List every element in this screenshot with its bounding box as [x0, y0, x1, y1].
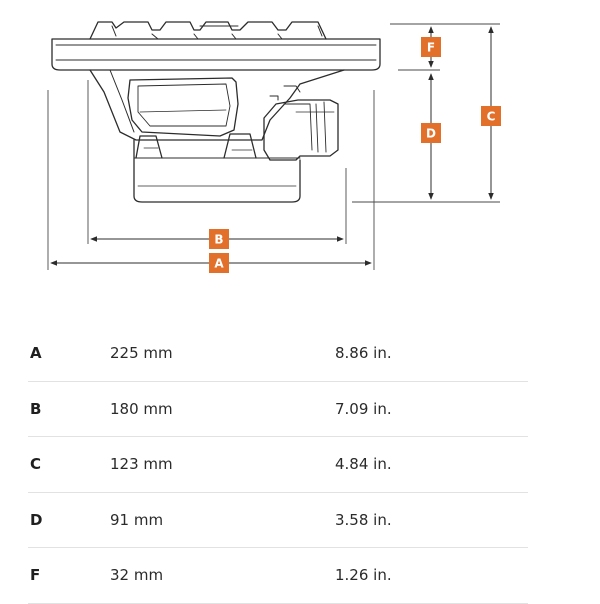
label-b: B [214, 232, 224, 247]
label-badge-d [421, 123, 441, 143]
label-badge-b [209, 229, 229, 249]
spec-row-f [28, 548, 528, 604]
speaker-basket [90, 70, 344, 140]
grille-tabs [90, 22, 326, 39]
terminal-block [264, 100, 338, 160]
label-a: A [214, 256, 224, 271]
speaker-drawing [52, 22, 380, 202]
extension-lines [48, 24, 500, 270]
spec-mm-value: 91 mm [110, 510, 164, 529]
label-badge-a [209, 253, 229, 273]
spec-inch-value: 1.26 in. [335, 566, 392, 585]
basket-window [128, 78, 238, 136]
spec-row-a [28, 326, 528, 382]
label-badge-f [421, 37, 441, 57]
spec-row-d [28, 493, 528, 549]
spec-mm-value: 123 mm [110, 455, 173, 474]
mounting-lug-left [136, 136, 162, 158]
spec-mm-value: 225 mm [110, 344, 173, 363]
speaker-magnet [134, 140, 300, 202]
spec-letter: A [30, 344, 42, 363]
spec-letter: D [30, 510, 43, 529]
spec-inch-value: 3.58 in. [335, 510, 392, 529]
speaker-dimension-diagram [0, 0, 600, 300]
spec-row-c [28, 437, 528, 493]
dimension-lines [51, 27, 491, 263]
label-d: D [426, 126, 436, 141]
label-badge-c [481, 106, 501, 126]
spec-inch-value: 4.84 in. [335, 455, 392, 474]
mounting-lug-center [224, 134, 256, 158]
label-f: F [426, 40, 436, 55]
mounting-flange [52, 39, 380, 70]
spec-inch-value: 7.09 in. [335, 399, 392, 418]
spec-inch-value: 8.86 in. [335, 344, 392, 363]
spec-mm-value: 32 mm [110, 566, 164, 585]
label-c: C [486, 109, 496, 124]
spec-letter: F [30, 566, 41, 585]
spec-row-b [28, 382, 528, 438]
dimension-spec-table [28, 326, 528, 604]
spec-mm-value: 180 mm [110, 399, 173, 418]
spec-letter: B [30, 399, 42, 418]
spec-letter: C [30, 455, 42, 474]
